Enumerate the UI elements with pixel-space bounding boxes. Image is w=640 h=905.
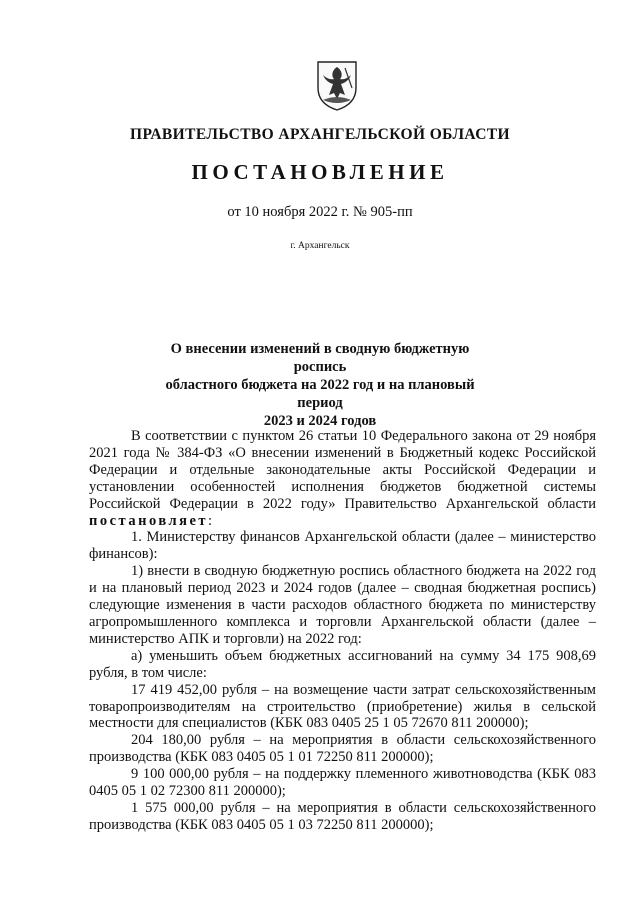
preamble-paragraph bbox=[89, 428, 596, 529]
paragraph-amount-line: 1 575 000,00 рубля – на мероприятия в области сельскохозяйственного производства (КБК 083 0405 05 1 03 72250 811 200000); bbox=[89, 799, 596, 833]
paragraph-amount-line: 9 100 000,00 рубля – на поддержку племенного животноводства (КБК 083 0405 05 1 02 72300 811 200000); bbox=[89, 766, 596, 800]
paragraph-item-1-1: 1) внести в сводную бюджетную роспись областного бюджета на 2022 год и на плановый период 2023 и 2024 годов (далее – сводная бюджетная роспись) следующие изменения в части расходов областного бюджета по министерству агропромышленного комплекса и торговли Архангельской области (далее – министерство АПК и торговли) на 2022 год: bbox=[89, 563, 596, 647]
paragraph-item-1: 1. Министерству финансов Архангельской области (далее – министерство финансов): bbox=[89, 529, 596, 563]
document-body bbox=[89, 428, 596, 834]
resolves-colon: : bbox=[208, 512, 213, 529]
document-city: г. Архангельск bbox=[290, 241, 350, 251]
paragraph-amount-line: 17 419 452,00 рубля – на возмещение части затрат сельскохозяйственным товаропроизводителям на строительство (приобретение) жилья в сельской местности для специалистов (КБК 083 0405 25 1 05 72670 811 200000); bbox=[89, 681, 596, 732]
subject-line: областного бюджета на 2022 год и на плановый период bbox=[165, 377, 475, 411]
subject-line: О внесении изменений в сводную бюджетную роспись bbox=[170, 341, 470, 375]
paragraph-amount-line: 204 180,00 рубля – на мероприятия в области сельскохозяйственного производства (КБК 083 0405 05 1 01 72250 811 200000); bbox=[89, 732, 596, 766]
coat-of-arms-emblem bbox=[314, 58, 360, 112]
government-name: ПРАВИТЕЛЬСТВО АРХАНГЕЛЬСКОЙ ОБЛАСТИ bbox=[129, 126, 510, 143]
document-subject bbox=[150, 340, 490, 430]
preamble-text: В соответствии с пунктом 26 статьи 10 Федерального закона от 29 ноября 2021 года № 384-ФЗ «О внесении изменений в Бюджетный кодекс Российской Федерации и отдельные законодательные акты Российской Федерации и установлении особенностей исполнения бюджетов бюджетной системы Российской Федерации в 2022 году» Правительство Архангельской области bbox=[89, 428, 596, 512]
paragraph-item-a: а) уменьшить объем бюджетных ассигнований на сумму 34 175 908,69 рубля, в том числе: bbox=[89, 647, 596, 681]
resolves-word: постановляет bbox=[89, 512, 209, 529]
document-type: ПОСТАНОВЛЕНИЕ bbox=[191, 160, 449, 184]
document-date-number: от 10 ноября 2022 г. № 905-пп bbox=[227, 204, 413, 220]
subject-line: 2023 и 2024 годов bbox=[263, 413, 377, 429]
